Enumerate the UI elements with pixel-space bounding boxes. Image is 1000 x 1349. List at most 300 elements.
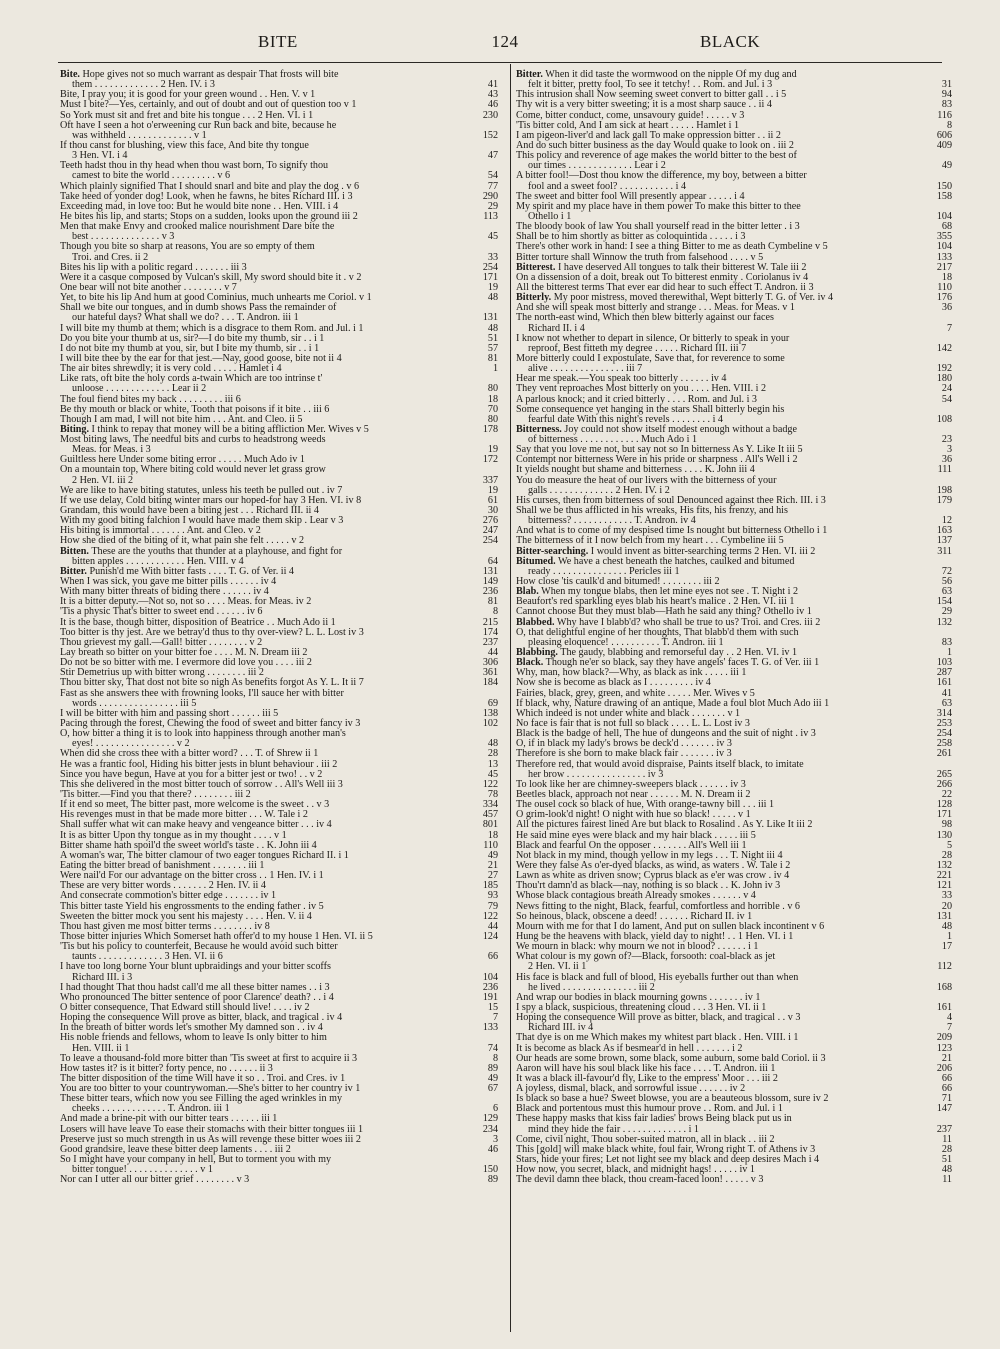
line-number: 46 — [487, 1143, 498, 1155]
line-text: Thou grievest my gall.—Gall! bitter . . . . . . . . v 2 — [60, 636, 263, 648]
line-number: 266 — [936, 778, 952, 790]
headword: Black. — [516, 657, 544, 669]
line-number: 51 — [941, 1154, 952, 1166]
line-number: 801 — [482, 819, 498, 831]
line-number: 104 — [936, 241, 952, 253]
line-text: bitter tongue! . . . . . . . . . . . . . . v 1 — [72, 1164, 213, 1176]
line-number: 171 — [482, 271, 498, 283]
line-number: 31 — [941, 79, 952, 91]
line-number: 48 — [487, 738, 498, 750]
line-number: 79 — [487, 900, 498, 912]
concordance-line — [60, 384, 498, 394]
line-text: When I was sick, you gave me bitter pills . . . . . . iv 4 — [60, 576, 277, 588]
line-text: The north-east wind, Which then blew bitterly against our faces — [516, 312, 774, 324]
line-number: 21 — [941, 1052, 952, 1064]
line-text: Pacing through the forest, Chewing the food of sweet and bitter fancy iv 3 — [60, 718, 361, 729]
line-text: he lived . . . . . . . . . . . . . . . iii 2 — [528, 981, 655, 993]
concordance-line — [60, 891, 498, 901]
line-number: 104 — [936, 210, 952, 222]
line-text: I will bite my thumb at them; which is a disgrace to them Rom. and Jul. i 1 — [60, 322, 364, 334]
line-text: Mourn with me for that I do lament, And put on sullen black incontinent v 6 — [516, 920, 825, 932]
line-number: 17 — [941, 941, 952, 953]
line-number: 18 — [941, 271, 952, 283]
line-text: her brow . . . . . . . . . . . . . . . . iv 3 — [528, 768, 664, 780]
line-text: I had thought That thou hadst call'd me all these bitter names . . i 3 — [60, 981, 330, 993]
line-number: 133 — [936, 251, 952, 263]
line-text: Thou'rt damn'd as black—nay, nothing is so black . . K. John iv 3 — [516, 880, 781, 892]
line-number: 230 — [482, 109, 498, 121]
line-number: 12 — [941, 515, 952, 527]
line-number: 81 — [487, 596, 498, 608]
headword: Blab. — [516, 586, 539, 598]
concordance-line — [60, 1033, 498, 1043]
line-text: Guiltless here Under some biting error . . . . . Much Ado iv 1 — [60, 454, 305, 466]
line-text: Stir Demetrius up with bitter wrong . . . . . . . . iii 2 — [60, 667, 264, 679]
line-number: 334 — [482, 799, 498, 811]
line-text: Black and fearful On the opposer . . . . . . . All's Well iii 1 — [516, 839, 747, 851]
line-text: Lawn as white as driven snow; Cyprus black as e'er was crow . iv 4 — [516, 870, 790, 882]
line-text: Fairies, black, grey, green, and white . . . . . Mer. Wives v 5 — [516, 687, 755, 699]
line-number: 23 — [941, 434, 952, 446]
line-text: Blabbing. The gaudy, blabbing and remorseful day . . 2 Hen. VI. iv 1 — [516, 647, 798, 659]
line-text: Preserve just so much strength in us As will revenge these bitter woes iii 2 — [60, 1133, 361, 1145]
line-text: On a mountain top, Where biting cold would never let grass grow — [60, 464, 326, 476]
line-number: 6 — [492, 1103, 498, 1115]
line-text: This intrusion shall Now seeming sweet convert to bitter gall . . i 5 — [516, 89, 787, 101]
line-text: Come, civil night, Thou sober-suited matron, all in black . . iii 2 — [516, 1133, 775, 1145]
line-number: 311 — [937, 545, 952, 557]
line-number: 43 — [487, 89, 498, 101]
line-number: 70 — [487, 403, 498, 415]
line-text: And consecrate commotion's bitter edge . . . . . . . iv 1 — [60, 890, 277, 902]
line-number: 98 — [941, 819, 952, 831]
headword: Bitter-searching. — [516, 545, 589, 557]
line-number: 22 — [941, 788, 952, 800]
line-number: 198 — [936, 484, 952, 496]
line-number: 18 — [487, 393, 498, 405]
line-text: You do measure the heat of our livers with the bitterness of your — [516, 474, 777, 486]
concordance-line — [516, 891, 952, 901]
line-text: With many bitter threats of biding there . . . . . . iv 4 — [60, 586, 269, 598]
line-text: Thy wit is a very bitter sweeting; it is a most sharp sauce . . ii 4 — [516, 99, 772, 111]
line-number: 185 — [482, 880, 498, 892]
line-number: 152 — [482, 129, 498, 141]
line-number: 132 — [936, 616, 952, 628]
line-text: All the pictures fairest lined Are but black to Rosalind . As Y. Like It iii 2 — [516, 819, 813, 831]
line-number: 80 — [487, 383, 498, 395]
line-text: fool and a sweet fool? . . . . . . . . . . . i 4 — [528, 180, 687, 192]
line-number: 3 — [946, 444, 952, 456]
line-number: 48 — [941, 920, 952, 932]
line-text: 'Tis bitter.—Find you that there? . . . . . . . . iii 2 — [60, 788, 251, 800]
line-text: These are very bitter words . . . . . . . 2 Hen. IV. ii 4 — [60, 880, 266, 892]
line-text: And do such bitter business as the day Would quake to look on . iii 2 — [516, 139, 794, 151]
line-text: Shall be to him shortly as bitter as coloquintida . . . . . i 3 — [516, 231, 746, 243]
line-number: 258 — [936, 738, 952, 750]
line-number: 67 — [487, 1083, 498, 1095]
line-text: Othello i 1 — [528, 210, 572, 222]
line-number: 130 — [936, 829, 952, 841]
line-text: Black. Though ne'er so black, say they have angels' faces T. G. of Ver. iii 1 — [516, 657, 820, 669]
line-text: was withheld . . . . . . . . . . . . . v 1 — [72, 129, 207, 141]
line-text: Grandam, this would have been a biting jest . . . Richard III. ii 4 — [60, 505, 319, 517]
line-number: 171 — [936, 809, 952, 821]
line-text: Say that you love me not, but say not so In bitterness As Y. Like It iii 5 — [516, 444, 803, 456]
line-text: If thou canst for blushing, view this face, And bite thy tongue — [60, 139, 309, 151]
line-number: 48 — [941, 1164, 952, 1176]
line-text: Hoping the consequence Will prove as bitter, black, and tragical . iv 4 — [60, 1012, 343, 1024]
line-number: 49 — [941, 160, 952, 172]
line-text: No face is fair that is not full so black . . . . L. L. Lost iv 3 — [516, 718, 750, 729]
line-number: 8 — [492, 606, 498, 618]
line-text: bitten apples . . . . . . . . . . . . Hen. VIII. v 4 — [72, 555, 244, 567]
line-number: 13 — [487, 758, 498, 770]
line-text: The devil damn thee black, thou cream-faced loon! . . . . . v 3 — [516, 1174, 764, 1186]
line-text: The bloody book of law You shall yourself read in the bitter letter . i 3 — [516, 221, 800, 233]
line-text: Do you bite your thumb at us, sir?—I do bite my thumb, sir . . i 1 — [60, 332, 325, 344]
line-number: 180 — [936, 373, 952, 385]
line-text: O grim-look'd night! O night with hue so black! . . . . . v 1 — [516, 809, 751, 821]
line-number: 104 — [482, 971, 498, 983]
concordance-line — [516, 202, 952, 212]
line-number: 19 — [487, 281, 498, 293]
line-number: 21 — [487, 859, 498, 871]
line-text: Bitter-searching. I would invent as bitter-searching terms 2 Hen. VI. iii 2 — [516, 545, 816, 557]
line-text: Too bitter is thy jest. Are we betray'd thus to thy over-view? L. L. Lost iv 3 — [60, 626, 364, 638]
line-text: It is as bitter Upon thy tongue as in my thought . . . . v 1 — [60, 829, 287, 841]
line-number: 1 — [946, 647, 952, 659]
line-number: 1 — [492, 363, 498, 375]
line-number: 215 — [482, 616, 498, 628]
line-text: This [gold] will make black white, foul fair, Wrong right T. of Athens iv 3 — [516, 1143, 816, 1155]
line-number: 47 — [487, 150, 498, 162]
concordance-line — [516, 242, 952, 252]
line-text: More bitterly could I expostulate, Save that, for reverence to some — [516, 352, 785, 364]
line-text: Take heed of yonder dog! Look, when he fawns, he bites Richard III. i 3 — [60, 190, 353, 202]
column-divider — [510, 64, 511, 1332]
line-text: Bitumed. We have a chest beneath the hatches, caulked and bitumed — [516, 555, 795, 567]
line-number: 113 — [483, 210, 498, 222]
line-number: 78 — [487, 788, 498, 800]
line-number: 133 — [482, 1022, 498, 1034]
line-text: How now, you secret, black, and midnight hags! . . . . . iv 1 — [516, 1164, 755, 1176]
line-text: Richard III. iv 4 — [528, 1022, 594, 1034]
line-number: 74 — [487, 1042, 498, 1054]
line-number: 172 — [482, 454, 498, 466]
line-number: 44 — [487, 647, 498, 659]
line-number: 89 — [487, 1174, 498, 1186]
line-number: 409 — [936, 139, 952, 151]
line-number: 110 — [937, 281, 952, 293]
line-number: 237 — [936, 1123, 952, 1135]
line-number: 163 — [936, 525, 952, 537]
line-text: What colour is my gown of?—Black, forsooth: coal-black as jet — [516, 951, 776, 963]
line-text: Though you bite so sharp at reasons, You are so empty of them — [60, 241, 315, 253]
line-text: O, how bitter a thing it is to look into happiness through another man's — [60, 728, 346, 740]
line-text: 'Tis bitter cold, And I am sick at heart . . . . . Hamlet i 1 — [516, 119, 740, 131]
line-text: Eating the bitter bread of banishment . . . . . . . iii 1 — [60, 859, 265, 871]
line-number: 265 — [936, 768, 952, 780]
line-text: eyes! . . . . . . . . . . . . . . . . v 2 — [72, 738, 190, 750]
line-number: 209 — [936, 1032, 952, 1044]
line-text: Who pronounced The bitter sentence of poor Clarence' death? . . i 4 — [60, 991, 334, 1003]
page-number: 124 — [491, 32, 519, 51]
line-text: Bitterly. My poor mistress, moved therewithal, Wept bitterly T. G. of Ver. iv 4 — [516, 292, 834, 304]
headword: Bitten. — [60, 545, 89, 557]
line-number: 30 — [487, 505, 498, 517]
line-number: 149 — [482, 576, 498, 588]
line-number: 36 — [941, 302, 952, 314]
line-number: 102 — [482, 718, 498, 729]
line-text: camest to bite the world . . . . . . . . . v 6 — [72, 170, 231, 182]
line-number: 28 — [941, 849, 952, 861]
line-text: reproof, Best fitteth my degree . . . . . Richard III. iii 7 — [528, 342, 747, 354]
line-number: 206 — [936, 1062, 952, 1074]
line-text: So I might have your company in hell, But to torment you with my — [60, 1154, 332, 1166]
line-number: 337 — [482, 474, 498, 486]
line-text: Though I am mad, I will not bite him . . . Ant. and Cleo. ii 5 — [60, 413, 303, 425]
line-text: Cannot choose But they must blab—Hath he said any thing? Othello iv 1 — [516, 606, 812, 618]
line-text: Contempt nor bitterness Were in his pride or sharpness . All's Well i 2 — [516, 454, 798, 466]
line-text: Nor can I utter all our bitter grief . . . . . . . . v 3 — [60, 1174, 250, 1186]
concordance-line — [516, 1175, 952, 1185]
line-text: Hoping the consequence Will prove as bitter, black, and tragical . . v 3 — [516, 1012, 801, 1024]
line-number: 77 — [487, 180, 498, 192]
line-text: We are like to have biting statutes, unless his teeth be pulled out . iv 7 — [60, 484, 343, 496]
line-number: 94 — [941, 89, 952, 101]
line-text: ready . . . . . . . . . . . . . . . Pericles iii 1 — [528, 565, 680, 577]
line-text: They vent reproaches Most bitterly on you . . . . Hen. VIII. i 2 — [516, 383, 767, 395]
line-text: One bear will not bite another . . . . . . . . v 7 — [60, 281, 237, 293]
line-text: His curses, then from bitterness of soul Denounced against thee Rich. III. i 3 — [516, 494, 826, 506]
headword: Bitter. — [516, 69, 543, 80]
line-number: 121 — [936, 880, 952, 892]
line-text: His revenges must in that be made more bitter . . . W. Tale i 2 — [60, 809, 308, 821]
line-text: our times . . . . . . . . . . . . . Lear i 2 — [528, 160, 666, 172]
line-text: His biting is immortal . . . . . . . Ant. and Cleo. v 2 — [60, 525, 261, 537]
line-text: And what is to come of my despised time Is nought but bitterness Othello i 1 — [516, 525, 828, 537]
line-number: 41 — [487, 79, 498, 91]
line-text: The bitterness of it I now belch from my heart . . . Cymbeline iii 5 — [516, 535, 784, 547]
line-number: 176 — [936, 292, 952, 304]
line-number: 63 — [941, 697, 952, 709]
line-text: The sweet and bitter fool Will presently appear . . . . . i 4 — [516, 190, 745, 202]
line-number: 221 — [936, 870, 952, 882]
line-number: 41 — [941, 687, 952, 699]
line-number: 129 — [482, 1113, 498, 1125]
line-text: them . . . . . . . . . . . . . 2 Hen. IV. i 3 — [72, 79, 215, 91]
line-text: Oft have I seen a hot o'erweening cur Run back and bite, because he — [60, 119, 337, 131]
line-number: 48 — [487, 322, 498, 334]
line-text: Is black so base a hue? Sweet blowse, you are a beauteous blossom, sure iv 2 — [516, 1093, 829, 1105]
line-number: 237 — [482, 636, 498, 648]
line-text: Losers will have leave To ease their stomachs with their bitter tongues iii 1 — [60, 1123, 364, 1135]
line-number: 606 — [936, 129, 952, 141]
line-number: 158 — [936, 190, 952, 202]
line-text: Aaron will have his soul black like his face . . . . T. Andron. iii 1 — [516, 1062, 776, 1074]
line-text: Why, man, how black?—Why, as black as ink . . . . . iii 1 — [516, 667, 747, 679]
line-text: best . . . . . . . . . . . . . . v 3 — [72, 231, 175, 243]
line-text: A woman's war, The bitter clamour of two eager tongues Richard II. i 1 — [60, 849, 349, 861]
line-number: 51 — [487, 332, 498, 344]
line-number: 110 — [483, 839, 498, 851]
headword: Bite. — [60, 69, 80, 80]
line-text: Good grandsire, leave these bitter deep laments . . . . iii 2 — [60, 1143, 291, 1155]
line-number: 49 — [487, 1072, 498, 1084]
line-number: 7 — [946, 322, 952, 334]
line-text: Exceeding mad, in love too: But he would bite none . . Hen. VIII. i 4 — [60, 200, 339, 212]
line-number: 46 — [487, 99, 498, 111]
line-number: 36 — [941, 454, 952, 466]
line-number: 29 — [487, 200, 498, 212]
line-number: 234 — [482, 1123, 498, 1135]
line-text: Lay breath so bitter on your bitter foe . . . . M. N. Dream iii 2 — [60, 647, 308, 659]
line-text: Beaufort's red sparkling eyes blab his heart's malice . 2 Hen. VI. iii 1 — [516, 596, 795, 608]
line-number: 54 — [941, 393, 952, 405]
line-number: 168 — [936, 981, 952, 993]
line-number: 247 — [482, 525, 498, 537]
line-number: 150 — [936, 180, 952, 192]
line-text: We mourn in black: why mourn we not in blood? . . . . . . i 1 — [516, 941, 759, 953]
line-text: Hear me speak.—You speak too bitterly . . . . . . iv 4 — [516, 373, 727, 385]
line-number: 19 — [487, 444, 498, 456]
line-text: Richard III. i 3 — [72, 971, 133, 983]
line-number: 57 — [487, 342, 498, 354]
line-text: Stars, hide your fires; Let not light see my black and deep desires Mach i 4 — [516, 1154, 820, 1166]
line-number: 154 — [936, 596, 952, 608]
line-text: Come, bitter conduct, come, unsavoury guide! . . . . . v 3 — [516, 109, 745, 121]
line-text: 2 Hen. VI. iii 2 — [72, 474, 134, 486]
line-text: Bitten. These are the youths that thunder at a playhouse, and fight for — [60, 545, 343, 557]
line-text: Yet, to bite his lip And hum at good Cominius, much unhearts me Coriol. v 1 — [60, 292, 372, 304]
line-text: A joyless, dismal, black, and sorrowful issue . . . . . . iv 2 — [516, 1083, 746, 1095]
line-number: 178 — [482, 423, 498, 435]
line-text: Must I bite?—Yes, certainly, and out of doubt and out of question too v 1 — [60, 99, 357, 111]
line-number: 103 — [936, 657, 952, 669]
line-text: Black is the badge of hell, The hue of dungeons and the suit of night . iv 3 — [516, 728, 816, 740]
line-text: bitterness? . . . . . . . . . . . . T. Andron. iv 4 — [528, 515, 696, 527]
line-text: Whose black contagious breath Already smokes . . . . . . v 4 — [516, 890, 756, 902]
line-text: O, if in black my lady's brows be deck'd . . . . . . . iv 3 — [516, 738, 732, 750]
line-number: 261 — [936, 748, 952, 760]
line-text: These happy masks that kiss fair ladies' brows Being black put us in — [516, 1113, 792, 1125]
line-number: 89 — [487, 1062, 498, 1074]
line-text: Bitter. When it did taste the wormwood on the nipple Of my dug and — [516, 69, 797, 80]
line-text: 3 Hen. VI. i 4 — [72, 150, 128, 162]
line-text: He was a frantic fool, Hiding his bitter jests in blunt behaviour . iii 2 — [60, 758, 338, 770]
line-text: Shall suffer what wit can make heavy and vengeance bitter . . . iv 4 — [60, 819, 332, 831]
line-number: 71 — [941, 1093, 952, 1105]
line-number: 457 — [482, 809, 498, 821]
line-number: 111 — [937, 464, 952, 476]
line-text: There's other work in hand: I see a thing Bitter to me as death Cymbeline v 5 — [516, 241, 828, 253]
line-text: How close 'tis caulk'd and bitumed! . . . . . . . . iii 2 — [516, 576, 720, 588]
concordance-line — [516, 962, 952, 972]
line-number: 7 — [492, 1012, 498, 1024]
line-number: 131 — [936, 910, 952, 922]
concordance-line — [60, 242, 498, 252]
line-number: 254 — [482, 535, 498, 547]
line-number: 217 — [936, 261, 952, 273]
line-text: O, that delightful engine of her thoughts, That blabb'd them with such — [516, 626, 799, 638]
line-number: 314 — [936, 707, 952, 719]
line-text: My spirit and my place have in them power To make this bitter to thee — [516, 200, 801, 212]
line-number: 112 — [937, 961, 952, 973]
headword: Blabbed. — [516, 616, 555, 628]
line-text: The bitter disposition of the time Will have it so . . Troi. and Cres. iv 1 — [60, 1072, 346, 1084]
line-number: 83 — [941, 99, 952, 111]
line-number: 361 — [482, 667, 498, 679]
line-number: 61 — [487, 494, 498, 506]
line-number: 33 — [487, 251, 498, 263]
line-text: Hung be the heavens with black, yield day to night! . . 1 Hen. VI. i 1 — [516, 930, 794, 942]
line-text: Men that make Envy and crooked malice nourishment Dare bite the — [60, 221, 335, 233]
line-text: fearful date With this night's revels . . . . . . . . i 4 — [528, 413, 723, 425]
line-number: 45 — [487, 768, 498, 780]
line-text: This policy and reverence of age makes the world bitter to the best of — [516, 150, 797, 162]
line-text: His noble friends and fellows, whom to leave Is only bitter to him — [60, 1032, 327, 1044]
line-text: cheeks . . . . . . . . . . . . . T. Andron. iii 1 — [72, 1103, 230, 1115]
line-text: 2 Hen. VI. ii 1 — [528, 961, 587, 973]
line-text: Richard II. i 4 — [528, 322, 585, 334]
line-number: 93 — [487, 890, 498, 902]
headword: Blabbing. — [516, 647, 558, 659]
concordance-line — [60, 1175, 498, 1185]
line-text: And made a brine-pit with our bitter tears . . . . . . iii 1 — [60, 1113, 278, 1125]
concordance-line — [516, 313, 952, 323]
line-number: 66 — [941, 1083, 952, 1095]
line-number: 116 — [937, 109, 952, 121]
line-number: 29 — [941, 606, 952, 618]
headword: Bitterness. — [516, 423, 562, 435]
line-number: 54 — [487, 170, 498, 182]
concordance-line — [60, 313, 498, 323]
line-text: Like rats, oft bite the holy cords a-twain Which are too intrinse t' — [60, 373, 323, 385]
line-number: 123 — [936, 1042, 952, 1054]
line-text: The foul fiend bites my back . . . . . . . . . iii 6 — [60, 393, 241, 405]
line-text: Thou hast given me most bitter terms . . . . . . . . iv 8 — [60, 920, 270, 932]
line-text: In the breath of bitter words let's smother My damned son . . iv 4 — [60, 1022, 323, 1034]
line-text: Shall we be thus afflicted in his wreaks, His fits, his frenzy, and his — [516, 505, 788, 517]
line-text: This bitter taste Yield his engrossments to the ending father . iv 5 — [60, 900, 324, 912]
line-text: This she delivered in the most bitter touch of sorrow . . All's Well iii 3 — [60, 778, 343, 790]
line-number: 72 — [941, 565, 952, 577]
line-text: Biting. I think to repay that money will be a biting affliction Mer. Wives v 5 — [60, 423, 369, 435]
line-number: 254 — [482, 261, 498, 273]
line-number: 63 — [941, 586, 952, 598]
line-text: News fitting to the night, Black, fearful, comfortless and horrible . v 6 — [516, 900, 800, 912]
line-number: 184 — [482, 677, 498, 689]
concordance-line — [60, 962, 498, 972]
line-text: I am pigeon-liver'd and lack gall To make oppression bitter . . ii 2 — [516, 129, 781, 141]
line-number: 19 — [487, 484, 498, 496]
line-text: Bites his lip with a politic regard . . . . . . . iii 3 — [60, 261, 247, 273]
line-number: 122 — [482, 910, 498, 922]
line-text: 'Tis but his policy to counterfeit, Because he would avoid such bitter — [60, 941, 338, 953]
line-text: pleasing eloquence! . . . . . . . . . . T. Andron. iii 1 — [528, 636, 724, 648]
line-text: Black and portentous must this humour prove . . Rom. and Jul. i 1 — [516, 1103, 783, 1115]
line-text: Bite, I pray you; it is good for your green wound . . Hen. V. v 1 — [60, 89, 316, 101]
line-number: 15 — [487, 1001, 498, 1013]
line-text: When did she cross thee with a bitter word? . . . T. of Shrew ii 1 — [60, 748, 319, 760]
line-number: 11 — [942, 1174, 952, 1186]
line-text: I know not whether to depart in silence, Or bitterly to speak in your — [516, 332, 790, 344]
line-text: Do not be so bitter with me. I evermore did love you . . . . iii 2 — [60, 657, 312, 669]
line-number: 48 — [487, 292, 498, 304]
line-text: Hen. VIII. ii 1 — [72, 1042, 130, 1054]
line-text: Thou bitter sky, That dost not bite so nigh As benefits forgot As Y. L. It ii 7 — [60, 677, 364, 689]
line-text: 'Tis a physic That's bitter to sweet end . . . . . . iv 6 — [60, 606, 263, 618]
